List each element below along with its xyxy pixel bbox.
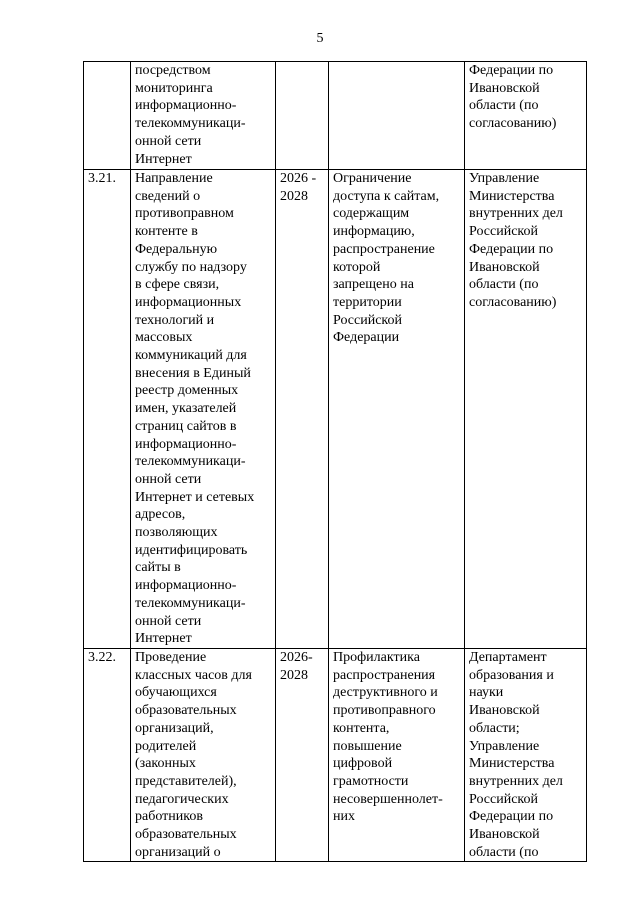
table-row — [84, 62, 587, 170]
period-cell: 2026- 2028 — [276, 648, 329, 861]
result-cell: Профилактика распространения деструктивного и противоправного контента, повышение цифровой грамотности несовершеннолет- них — [329, 648, 465, 861]
table-row — [84, 648, 587, 861]
result-cell: Ограничение доступа к сайтам, содержащим информацию, распространение которой запрещено на территории Российской Федерации — [329, 170, 465, 649]
period-cell — [276, 62, 329, 170]
period-cell: 2026 - 2028 — [276, 170, 329, 649]
action-cell: Проведение классных часов для обучающихся образовательных организаций, родителей (законных представителей), педагогических работников образовательных организаций о — [131, 648, 276, 861]
action-cell: Направление сведений о противоправном контенте в Федеральную службу по надзору в сфере связи, информационных технологий и массовых коммуникаций для внесения в Единый реестр доменных имен, указателей страниц сайтов в информационно- телекоммуникаци- онной сети Интернет и сетевых адресов, позволяющих идентифицировать сайты в информационно- телекоммуникаци- онной сети Интернет — [131, 170, 276, 649]
table-row — [84, 170, 587, 649]
item-number: 3.21. — [84, 170, 131, 649]
action-cell: посредством мониторинга информационно- телекоммуникаци- онной сети Интернет — [131, 62, 276, 170]
item-number: 3.22. — [84, 648, 131, 861]
page-number: 5 — [316, 31, 324, 46]
result-cell — [329, 62, 465, 170]
executor-cell: Управление Министерства внутренних дел Российской Федерации по Ивановской области (по согласованию) — [465, 170, 587, 649]
executor-cell: Департамент образования и науки Ивановской области; Управление Министерства внутренних дел Российской Федерации по Ивановской области (по — [465, 648, 587, 861]
item-number — [84, 62, 131, 170]
executor-cell: Федерации по Ивановской области (по согласованию) — [465, 62, 587, 170]
measures-table — [83, 61, 587, 862]
